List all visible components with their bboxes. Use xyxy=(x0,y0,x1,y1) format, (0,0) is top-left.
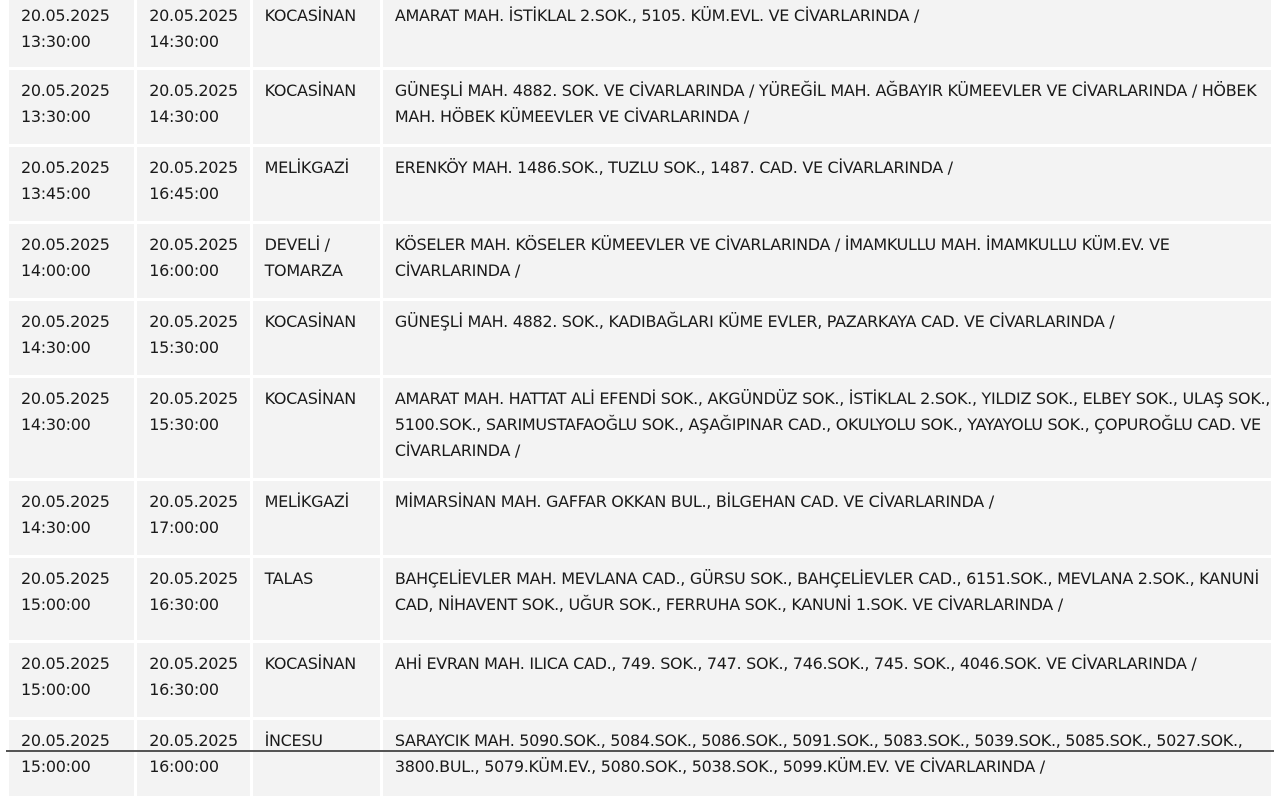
address-text: AMARAT MAH. İSTİKLAL 2.SOK., 5105. KÜM.EVL. VE CİVARLARINDA / xyxy=(394,6,920,25)
start-date: 20.05.2025 xyxy=(21,492,110,511)
start-time: 13:30:00 xyxy=(21,107,91,126)
end-date: 20.05.2025 xyxy=(149,312,238,331)
outage-table-container xyxy=(6,0,1274,799)
start-cell xyxy=(9,0,134,67)
start-cell xyxy=(9,378,134,478)
address-text: GÜNEŞLİ MAH. 4882. SOK., KADIBAĞLARI KÜME EVLER, PAZARKAYA CAD. VE CİVARLARINDA / xyxy=(394,312,1115,331)
table-row xyxy=(9,643,1271,717)
power-outage-table xyxy=(6,0,1274,799)
start-date: 20.05.2025 xyxy=(21,81,110,100)
start-cell xyxy=(9,720,134,796)
district-cell xyxy=(253,147,380,221)
district-name: İNCESU xyxy=(264,731,323,750)
district-cell xyxy=(253,301,380,375)
address-cell xyxy=(383,0,1271,67)
district-name: KOCASİNAN xyxy=(264,654,356,673)
address-cell xyxy=(383,70,1271,144)
district-cell xyxy=(253,0,380,67)
start-time: 15:00:00 xyxy=(21,595,91,614)
end-date: 20.05.2025 xyxy=(149,6,238,25)
start-date: 20.05.2025 xyxy=(21,654,110,673)
start-cell xyxy=(9,147,134,221)
end-cell xyxy=(137,481,249,555)
table-row xyxy=(9,70,1271,144)
district-name: DEVELİ / xyxy=(264,235,330,254)
address-text: AMARAT MAH. HATTAT ALİ EFENDİ SOK., AKGÜNDÜZ SOK., İSTİKLAL 2.SOK., YILDIZ SOK., ELBEY SOK., ULAŞ SOK., 5100.SOK., SARIMUSTAFAOĞLU SOK., AŞAĞIPINAR CAD., OKULYOLU SOK., YAYAYOLU SOK., ÇOPUROĞLU CAD. VE CİVARLARINDA / xyxy=(394,389,1271,460)
district-cell xyxy=(253,481,380,555)
start-cell xyxy=(9,481,134,555)
end-cell xyxy=(137,720,249,796)
end-time: 14:30:00 xyxy=(149,32,219,51)
district-cell xyxy=(253,70,380,144)
district-cell xyxy=(253,224,380,298)
start-cell xyxy=(9,70,134,144)
end-date: 20.05.2025 xyxy=(149,235,238,254)
district-cell xyxy=(253,643,380,717)
end-time: 16:30:00 xyxy=(149,680,219,699)
address-text: SARAYCIK MAH. 5090.SOK., 5084.SOK., 5086.SOK., 5091.SOK., 5083.SOK., 5039.SOK., 5085.SOK., 5027.SOK., 3800.BUL., 5079.KÜM.EV., 5080.SOK., 5038.SOK., 5099.KÜM.EV. VE CİVARLARINDA / xyxy=(394,731,1243,776)
end-time: 15:30:00 xyxy=(149,415,219,434)
address-text: GÜNEŞLİ MAH. 4882. SOK. VE CİVARLARINDA / YÜREĞİL MAH. AĞBAYIR KÜMEEVLER VE CİVARLARINDA / HÖBEK MAH. HÖBEK KÜMEEVLER VE CİVARLARINDA / xyxy=(394,81,1257,126)
end-time: 16:00:00 xyxy=(149,261,219,280)
district-name: MELİKGAZİ xyxy=(264,158,349,177)
address-text: BAHÇELİEVLER MAH. MEVLANA CAD., GÜRSU SOK., BAHÇELİEVLER CAD., 6151.SOK., MEVLANA 2.SOK., KANUNİ CAD, NİHAVENT SOK., UĞUR SOK., FERRUHA SOK., KANUNİ 1.SOK. VE CİVARLARINDA / xyxy=(394,569,1259,614)
start-cell xyxy=(9,301,134,375)
district-name: KOCASİNAN xyxy=(264,389,356,408)
end-time: 17:00:00 xyxy=(149,518,219,537)
table-row xyxy=(9,301,1271,375)
end-cell xyxy=(137,70,249,144)
end-time: 14:30:00 xyxy=(149,107,219,126)
address-cell xyxy=(383,378,1271,478)
district-cell xyxy=(253,720,380,796)
district-name: KOCASİNAN xyxy=(264,312,356,331)
start-time: 14:30:00 xyxy=(21,338,91,357)
start-date: 20.05.2025 xyxy=(21,158,110,177)
address-text: KÖSELER MAH. KÖSELER KÜMEEVLER VE CİVARLARINDA / İMAMKULLU MAH. İMAMKULLU KÜM.EV. VE CİVARLARINDA / xyxy=(394,235,1170,280)
start-date: 20.05.2025 xyxy=(21,569,110,588)
table-row xyxy=(9,720,1271,796)
address-cell xyxy=(383,720,1271,796)
table-row xyxy=(9,378,1271,478)
start-time: 13:45:00 xyxy=(21,184,91,203)
start-time: 14:30:00 xyxy=(21,415,91,434)
start-time: 14:00:00 xyxy=(21,261,91,280)
end-cell xyxy=(137,224,249,298)
end-date: 20.05.2025 xyxy=(149,81,238,100)
address-cell xyxy=(383,481,1271,555)
start-date: 20.05.2025 xyxy=(21,6,110,25)
table-row xyxy=(9,0,1271,67)
end-cell xyxy=(137,378,249,478)
address-text: MİMARSİNAN MAH. GAFFAR OKKAN BUL., BİLGEHAN CAD. VE CİVARLARINDA / xyxy=(394,492,994,511)
end-time: 15:30:00 xyxy=(149,338,219,357)
end-date: 20.05.2025 xyxy=(149,492,238,511)
district-name: TALAS xyxy=(264,569,313,588)
table-bottom-border xyxy=(6,750,1274,752)
address-cell xyxy=(383,558,1271,640)
end-time: 16:30:00 xyxy=(149,595,219,614)
start-time: 15:00:00 xyxy=(21,680,91,699)
address-text: ERENKÖY MAH. 1486.SOK., TUZLU SOK., 1487. CAD. VE CİVARLARINDA / xyxy=(394,158,953,177)
start-time: 14:30:00 xyxy=(21,518,91,537)
address-cell xyxy=(383,643,1271,717)
start-cell xyxy=(9,558,134,640)
table-row xyxy=(9,224,1271,298)
start-time: 13:30:00 xyxy=(21,32,91,51)
table-row xyxy=(9,558,1271,640)
start-date: 20.05.2025 xyxy=(21,389,110,408)
address-cell xyxy=(383,147,1271,221)
end-time: 16:00:00 xyxy=(149,757,219,776)
district-name: KOCASİNAN xyxy=(264,81,356,100)
end-date: 20.05.2025 xyxy=(149,158,238,177)
district-name: MELİKGAZİ xyxy=(264,492,349,511)
end-cell xyxy=(137,643,249,717)
start-cell xyxy=(9,224,134,298)
district-cell xyxy=(253,558,380,640)
start-date: 20.05.2025 xyxy=(21,312,110,331)
end-date: 20.05.2025 xyxy=(149,654,238,673)
table-row xyxy=(9,147,1271,221)
end-date: 20.05.2025 xyxy=(149,389,238,408)
end-cell xyxy=(137,147,249,221)
start-time: 15:00:00 xyxy=(21,757,91,776)
start-date: 20.05.2025 xyxy=(21,731,110,750)
district-cell xyxy=(253,378,380,478)
end-date: 20.05.2025 xyxy=(149,731,238,750)
address-cell xyxy=(383,224,1271,298)
start-date: 20.05.2025 xyxy=(21,235,110,254)
end-cell xyxy=(137,301,249,375)
end-time: 16:45:00 xyxy=(149,184,219,203)
address-text: AHİ EVRAN MAH. ILICA CAD., 749. SOK., 747. SOK., 746.SOK., 745. SOK., 4046.SOK. VE CİVARLARINDA / xyxy=(394,654,1197,673)
table-row xyxy=(9,481,1271,555)
address-cell xyxy=(383,301,1271,375)
end-cell xyxy=(137,558,249,640)
start-cell xyxy=(9,643,134,717)
district-name: KOCASİNAN xyxy=(264,6,356,25)
end-cell xyxy=(137,0,249,67)
district-name-secondary: TOMARZA xyxy=(264,261,343,280)
table-body xyxy=(9,0,1271,796)
end-date: 20.05.2025 xyxy=(149,569,238,588)
